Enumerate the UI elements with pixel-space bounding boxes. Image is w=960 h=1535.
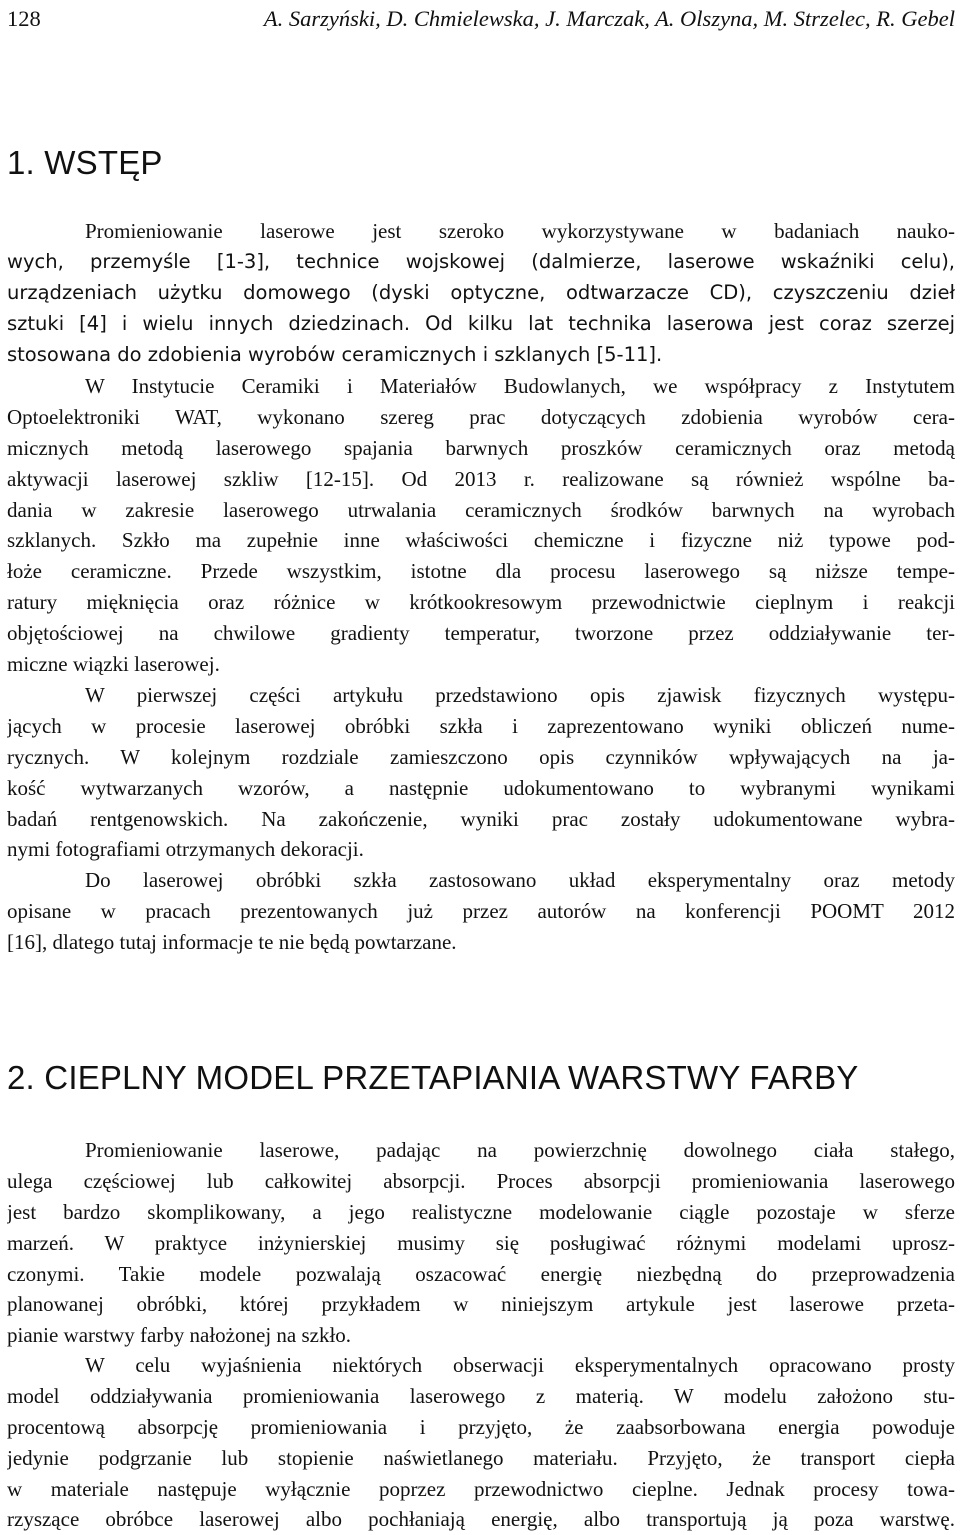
- text-line: procentową absorpcję promieniowania i przyjęto, że zaabsorbowana energia powoduje: [7, 1414, 955, 1439]
- text-line: ratury mięknięcia oraz różnice w krótkookresowym przewodnictwie cieplnym i reakcji: [7, 590, 955, 615]
- text-line: planowanej obróbki, której przykładem w niniejszym artykule jest laserowe przeta-: [7, 1292, 955, 1317]
- text-line: czonymi. Takie modele pozwalają oszacować energię niezbędną do przeprowadzenia: [7, 1261, 955, 1286]
- section-heading-introduction: 1. WSTĘP: [7, 144, 163, 181]
- intro-paragraph-4: [7, 865, 955, 958]
- text-line: jedynie podgrzanie lub stopienie naświetlanego materiału. Przyjęto, że transport ciepła: [7, 1445, 955, 1470]
- section-heading-thermal-model: 2. CIEPLNY MODEL PRZETAPIANIA WARSTWY FARBY: [7, 1059, 859, 1096]
- text-line: ulega częściowej lub całkowitej absorpcji. Proces absorpcji promieniowania laserowego: [7, 1168, 955, 1193]
- text-line: jących w procesie laserowej obróbki szkła i zaprezentowano wyniki obliczeń nume-: [7, 713, 955, 738]
- text-line: sztuki [4] i wielu innych dziedzinach. Od kilku lat technika laserowa jest coraz szerzej: [7, 311, 955, 335]
- text-line: pianie warstwy farby nałożonej na szkło.: [7, 1323, 352, 1348]
- page-number: 128: [7, 6, 41, 31]
- text-line: W Instytucie Ceramiki i Materiałów Budowlanych, we współpracy z Instytutem: [85, 374, 955, 398]
- text-line: aktywacji laserowej szkliw [12-15]. Od 2013 r. realizowane są również wspólne ba-: [7, 466, 955, 491]
- text-line: W celu wyjaśnienia niektórych obserwacji eksperymentalnych opracowano prosty: [85, 1353, 955, 1377]
- text-line: opisane w pracach prezentowanych już przez autorów na konferencji POOMT 2012: [7, 898, 955, 923]
- text-line: łoże ceramiczne. Przede wszystkim, istotne dla procesu laserowego są niższe tempe-: [7, 559, 955, 584]
- text-line: marzeń. W praktyce inżynierskiej musimy się posługiwać różnymi modelami uprosz-: [7, 1230, 955, 1255]
- text-line: jest bardzo skomplikowany, a jego realistyczne modelowanie ciągle pozostaje w sferze: [7, 1199, 955, 1224]
- text-line: W pierwszej części artykułu przedstawiono opis zjawisk fizycznych występu-: [85, 683, 955, 707]
- text-line: stosowana do zdobienia wyrobów ceramicznych i szklanych [5-11].: [7, 342, 663, 366]
- text-line: objętościowej na chwilowe gradienty temperatur, tworzone przez oddziaływanie ter-: [7, 621, 955, 646]
- model-paragraph-2: [7, 1350, 955, 1535]
- text-line: szklanych. Szkło ma zupełnie inne właściwości chemiczne i fizyczne niż typowe pod-: [7, 528, 955, 553]
- text-line: [16], dlatego tutaj informacje te nie będą powtarzane.: [7, 929, 457, 954]
- model-paragraph-1: [7, 1135, 955, 1351]
- text-line: urządzeniach użytku domowego (dyski optyczne, odtwarzacze CD), czyszczeniu dzieł: [7, 280, 955, 304]
- text-line: Do laserowej obróbki szkła zastosowano układ eksperymentalny oraz metody: [85, 868, 955, 892]
- text-line: model oddziaływania promieniowania laserowego z materią. W modelu założono stu-: [7, 1383, 955, 1408]
- intro-paragraph-3: [7, 680, 955, 865]
- text-line: micznych metodą laserowego spajania barwnych proszków ceramicznych oraz metodą: [7, 435, 955, 460]
- text-line: Promieniowanie laserowe jest szeroko wykorzystywane w badaniach nauko-: [85, 219, 955, 243]
- text-line: miczne wiązki laserowej.: [7, 652, 220, 677]
- text-line: rycznych. W kolejnym rozdziale zamieszczono opis czynników wpływających na ja-: [7, 744, 955, 769]
- text-line: Promieniowanie laserowe, padając na powierzchnię dowolnego ciała stałego,: [85, 1138, 955, 1162]
- text-line: wych, przemyśle [1-3], technice wojskowej (dalmierze, laserowe wskaźniki celu),: [7, 249, 955, 273]
- intro-paragraph-2: [7, 371, 955, 680]
- text-line: dania w zakresie laserowego utrwalania ceramicznych środków barwnych na wyrobach: [7, 497, 955, 522]
- text-line: nymi fotografiami otrzymanych dekoracji.: [7, 837, 364, 862]
- text-line: w materiale następuje wyłącznie poprzez przewodnictwo cieplne. Jednak procesy towa-: [7, 1476, 955, 1501]
- text-line: Optoelektroniki WAT, wykonano szereg prac dotyczących zdobienia wyrobów cera-: [7, 404, 955, 429]
- text-line: badań rentgenowskich. Na zakończenie, wyniki prac zostały udokumentowane wybra-: [7, 806, 955, 831]
- text-line: rzyszące obróbce laserowej albo pochłaniają energię, albo transportują ją poza warstwę.: [7, 1507, 955, 1532]
- text-line: kość wytwarzanych wzorów, a następnie udokumentowano to wybranymi wynikami: [7, 775, 955, 800]
- running-head-authors: A. Sarzyński, D. Chmielewska, J. Marczak, A. Olszyna, M. Strzelec, R. Gebel: [263, 6, 955, 31]
- intro-paragraph-1: [7, 216, 955, 370]
